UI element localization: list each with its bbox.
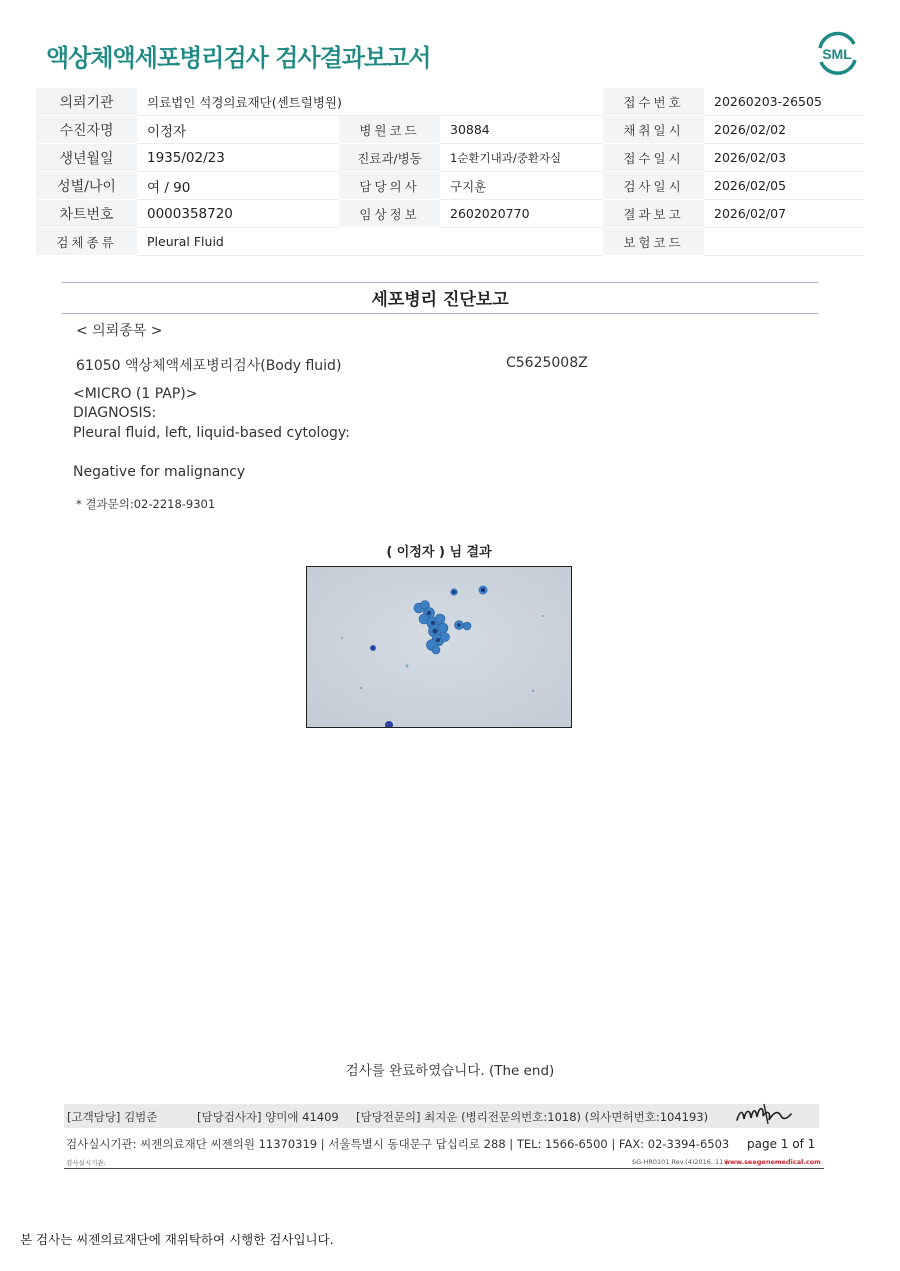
- label-clinical-info: 임상정보: [339, 200, 440, 228]
- tiny-form-code: SG-HR0101 Rev.(4)2016. 11 |: [632, 1158, 728, 1166]
- info-row: [36, 116, 864, 144]
- diagnosis-result: Negative for malignancy: [73, 464, 246, 480]
- page-number: page 1 of 1: [747, 1137, 816, 1151]
- label-physician: 담당의사: [339, 172, 440, 200]
- footer-rule: [64, 1168, 824, 1169]
- value-department-ward: 1순환기내과/중환자실: [440, 144, 603, 172]
- info-row: [36, 200, 864, 228]
- tiny-institution-label: 검사실시기관:: [66, 1159, 106, 1167]
- end-text: 검사를 완료하였습니다. (The end): [345, 1063, 555, 1079]
- value-collection-date: 2026/02/02: [704, 116, 864, 144]
- order-item: 61050 액상체액세포병리검사(Body fluid): [76, 358, 342, 374]
- value-insurance-code: [704, 228, 864, 256]
- label-department-ward: 진료과/병동: [339, 144, 440, 172]
- info-row: [36, 144, 864, 172]
- label-patient-name: 수진자명: [36, 116, 137, 144]
- value-hospital-code: 30884: [440, 116, 603, 144]
- value-patient-name: 이정자: [137, 116, 339, 144]
- label-specimen-type: 검체종류: [36, 228, 137, 256]
- order-code: C5625008Z: [506, 355, 588, 371]
- label-sex-age: 성별/나이: [36, 172, 137, 200]
- info-row: [36, 228, 864, 256]
- label-collection-date: 채취일시: [603, 116, 704, 144]
- label-test-date: 검사일시: [603, 172, 704, 200]
- diagnosis-label: DIAGNOSIS:: [73, 405, 157, 421]
- label-result-report: 결과보고: [603, 200, 704, 228]
- value-sex-age: 여 / 90: [137, 172, 339, 200]
- info-row: [36, 172, 864, 200]
- value-physician: 구지훈: [440, 172, 603, 200]
- inquiry-phone: * 결과문의:02-2218-9301: [76, 497, 216, 511]
- specialist: [담당전문의] 최지운 (병리전문의번호:1018) (의사면허번호:104193): [356, 1110, 709, 1124]
- value-birth-date: 1935/02/23: [137, 144, 339, 172]
- sml-logo: [812, 30, 862, 76]
- patient-info-table: [36, 88, 864, 256]
- section-title: 세포병리 진단보고: [371, 290, 509, 310]
- image-caption: ( 이정자 ) 님 결과: [386, 545, 492, 560]
- info-row: [36, 88, 864, 116]
- label-insurance-code: 보험코드: [603, 228, 704, 256]
- micro-line: <MICRO (1 PAP)>: [73, 386, 198, 402]
- label-chart-number: 차트번호: [36, 200, 137, 228]
- institution-info: 검사실시기관: 씨젠의료재단 씨젠의원 11370319 | 서울특별시 동대문구 답십리로 288 | TEL: 1566-6500 | FAX: 02-3394-6503: [66, 1137, 730, 1151]
- value-requesting-institution: 의료법인 석경의료재단(센트럴병원): [137, 88, 603, 116]
- order-header: < 의뢰종목 >: [76, 323, 163, 339]
- value-receipt-number: 20260203-26505: [704, 88, 864, 116]
- value-receipt-date: 2026/02/03: [704, 144, 864, 172]
- specimen-description: Pleural fluid, left, liquid-based cytology:: [73, 425, 350, 441]
- customer-contact: [고객담당] 김범준: [67, 1110, 158, 1124]
- tiny-website-link[interactable]: www.seegenemedical.com: [724, 1158, 821, 1166]
- microscopy-image: [306, 566, 572, 728]
- bottom-note: 본 검사는 씨젠의료재단에 재위탁하여 시행한 검사입니다.: [20, 1232, 334, 1247]
- report-title: 액상체액세포병리검사 검사결과보고서: [46, 44, 431, 72]
- value-chart-number: 0000358720: [137, 200, 339, 228]
- staff-bar: [64, 1104, 819, 1128]
- value-specimen-type: Pleural Fluid: [137, 228, 603, 256]
- signature: [734, 1100, 794, 1128]
- logo-text: SML: [822, 46, 852, 62]
- value-result-report: 2026/02/07: [704, 200, 864, 228]
- tester: [담당검사자] 양미애 41409: [197, 1110, 339, 1124]
- value-clinical-info: 2602020770: [440, 200, 603, 228]
- label-requesting-institution: 의뢰기관: [36, 88, 137, 116]
- label-hospital-code: 병원코드: [339, 116, 440, 144]
- label-birth-date: 생년월일: [36, 144, 137, 172]
- section-header: [62, 282, 818, 314]
- label-receipt-date: 접수일시: [603, 144, 704, 172]
- value-test-date: 2026/02/05: [704, 172, 864, 200]
- label-receipt-number: 접수번호: [603, 88, 704, 116]
